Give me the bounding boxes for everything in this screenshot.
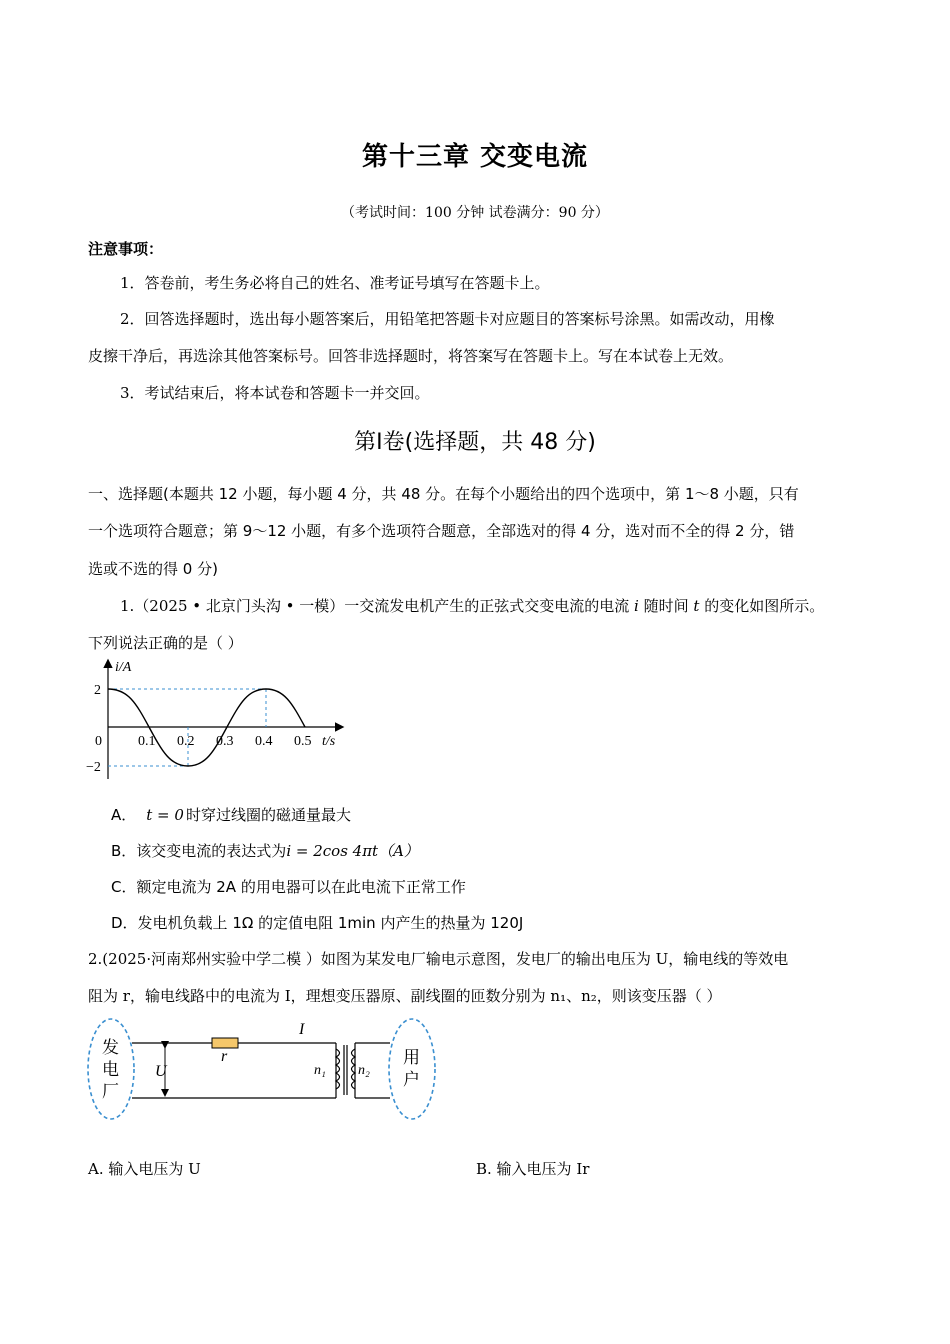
part-intro: 一、选择题(本题共 12 小题，每小题 4 分，共 48 分。在每个小题给出的四个选项中，第 1～8 小题，只有	[88, 485, 799, 503]
notice-item: 2．回答选择题时，选出每小题答案后，用铅笔把答题卡对应题目的答案标号涂黑。如需改动，用橡	[120, 310, 775, 328]
notice-heading: 注意事项：	[88, 240, 164, 258]
q1-option-b	[111, 840, 419, 861]
user-label: 户	[403, 1070, 420, 1090]
notice-item: 1．答卷前，考生务必将自己的姓名、准考证号填写在答题卡上。	[120, 274, 550, 292]
x-axis-label: t/s	[322, 734, 336, 749]
notice-item: 3．考试结束后，将本试卷和答题卡一并交回。	[120, 384, 430, 402]
user-label: 用	[403, 1048, 420, 1068]
q1-var-t: t	[693, 597, 700, 615]
option-letter: B．	[111, 842, 137, 860]
x-tick-label: 0.4	[255, 734, 273, 749]
origin-label: 0	[95, 734, 102, 749]
x-tick-label: 0.5	[294, 734, 312, 749]
q2-option-a: A. 输入电压为 U	[88, 1160, 201, 1178]
question-2-stem: 2.(2025·河南郑州实验中学二模 ）如图为某发电厂输电示意图，发电厂的输出电压为 U，输电线的等效电	[88, 950, 789, 968]
x-tick-label: 0.1	[138, 734, 156, 749]
current-time-graph	[80, 655, 350, 785]
resistor-label: r	[221, 1048, 228, 1065]
page-title: 第十三章 交变电流	[361, 142, 589, 172]
formula: i = 2cos 4πt（A）	[286, 842, 419, 860]
y-axis-label: i/A	[115, 660, 132, 675]
y-tick-label: −2	[86, 760, 101, 775]
x-tick-label: 0.3	[216, 734, 234, 749]
exam-info: （考试时间：100 分钟 试卷满分：90 分）	[341, 205, 609, 221]
question-1-stem-2: 下列说法正确的是（ ）	[88, 634, 243, 652]
option-text: 该交变电流的表达式为	[136, 842, 287, 860]
question-1-stem	[120, 595, 824, 616]
option-text: 时穿过线圈的磁通量最大	[185, 806, 351, 824]
notice-item: 皮擦干净后，再选涂其他答案标号。回答非选择题时，将答案写在答题卡上。写在本试卷上无效。	[88, 347, 734, 365]
q1-var-i: i	[634, 597, 639, 615]
formula: t = 0	[146, 806, 184, 824]
voltage-label: U	[155, 1063, 167, 1080]
q1-option-d: D．发电机负载上 1Ω 的定值电阻 1min 内产生的热量为 120J	[111, 914, 524, 932]
secondary-turns-label: n₂	[358, 1063, 370, 1078]
section-title: 第Ⅰ卷(选择题，共 48 分)	[354, 430, 596, 455]
plant-label: 电	[102, 1060, 119, 1080]
resistor	[212, 1038, 238, 1048]
primary-turns-label: n₁	[314, 1063, 326, 1078]
transmission-diagram	[86, 1015, 446, 1125]
q1-option-c: C．额定电流为 2A 的用电器可以在此电流下正常工作	[111, 878, 466, 896]
q2-option-b: B. 输入电压为 Ir	[476, 1160, 590, 1178]
q1-stem-text: 随时间	[638, 597, 694, 615]
option-letter: A．	[111, 806, 137, 824]
plant-label: 发	[102, 1038, 119, 1058]
q1-stem-text: 的变化如图所示。	[699, 597, 825, 615]
part-intro: 选或不选的得 0 分)	[88, 560, 218, 578]
y-tick-label: 2	[94, 683, 101, 698]
question-2-stem-2: 阻为 r，输电线路中的电流为 I，理想变压器原、副线圈的匝数分别为 n₁、n₂，则该变压器（ ）	[88, 987, 722, 1005]
x-tick-label: 0.2	[177, 734, 195, 749]
q1-option-a	[111, 804, 351, 825]
part-intro: 一个选项符合题意；第 9～12 小题，有多个选项符合题意，全部选对的得 4 分，选对而不全的得 2 分，错	[88, 522, 795, 540]
user-outline	[389, 1019, 435, 1119]
q1-stem-text: 1.（2025 • 北京门头沟 • 一模）一交流发电机产生的正弦式交变电流的电流	[120, 597, 635, 615]
plant-label: 厂	[102, 1082, 119, 1102]
current-label: I	[299, 1021, 305, 1038]
